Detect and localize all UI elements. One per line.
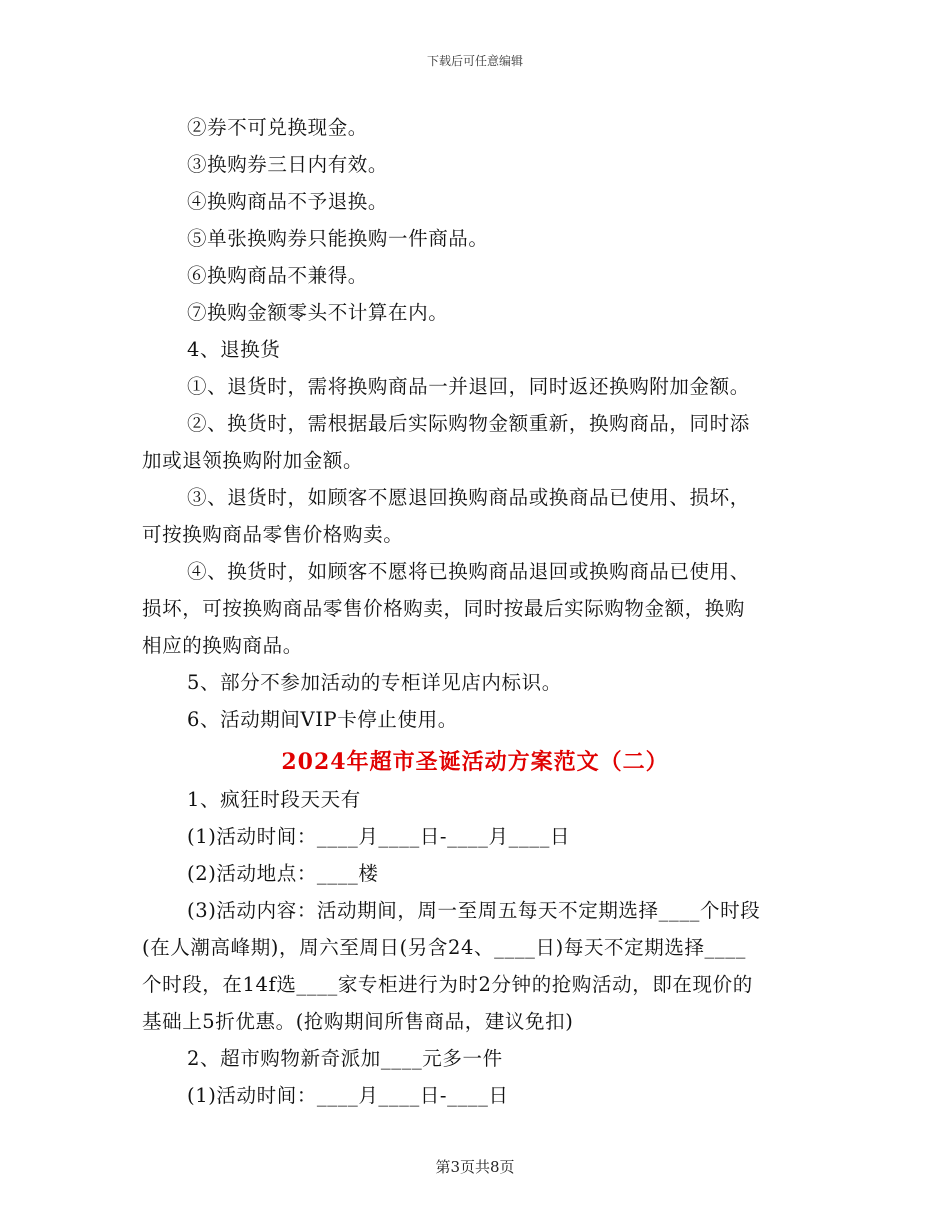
text-line: ⑤单张换购券只能换购一件商品。 [187,227,489,250]
page-footer: 第3页共8页 [435,1158,515,1176]
text-line: ⑥换购商品不兼得。 [187,264,368,287]
text-line: ①、退货时，需将换购商品一并退回，同时返还换购附加金额。 [187,375,750,398]
text-line: 个时段，在14f选____家专柜进行为时2分钟的抢购活动，即在现价的 [142,973,753,996]
text-line: ③、退货时，如顾客不愿退回换购商品或换商品已使用、损坏， [187,486,750,509]
text-line: (3)活动内容：活动期间，周一至周五每天不定期选择____个时段 [187,899,761,922]
section-title: 2024年超市圣诞活动方案范文（二） [281,749,669,775]
subheading: 1、疯狂时段天天有 [187,788,361,811]
text-line: ⑦换购金额零头不计算在内。 [187,301,449,324]
text-line: ②券不可兑换现金。 [187,116,368,139]
text-line: (1)活动时间：____月____日-____日 [187,1084,509,1107]
text-line: 5、部分不参加活动的专柜详见店内标识。 [187,671,562,694]
text-line: ④、换货时，如顾客不愿将已换购商品退回或换购商品已使用、 [187,560,750,583]
subheading: 4、退换货 [187,338,281,361]
text-line: ②、换货时，需根据最后实际购物金额重新，换购商品，同时添 [187,412,750,435]
text-line: 可按换购商品零售价格购卖。 [142,523,404,546]
text-line: ④换购商品不予退换。 [187,190,389,213]
text-line: 相应的换购商品。 [142,634,303,657]
text-line: ③换购券三日内有效。 [187,153,389,176]
text-line: (2)活动地点：____楼 [187,862,379,885]
subheading: 2、超市购物新奇派加____元多一件 [187,1047,503,1070]
text-line: 加或退领换购附加金额。 [142,449,364,472]
text-line: 6、活动期间VIP卡停止使用。 [187,708,458,731]
text-line: (1)活动时间：____月____日-____月____日 [187,825,571,848]
page-header: 下载后可任意编辑 [426,54,523,68]
text-line: 基础上5折优惠。(抢购期间所售商品，建议免扣) [142,1010,574,1033]
text-line: (在人潮高峰期)，周六至周日(另含24、____日)每天不定期选择____ [142,936,746,959]
text-line: 损坏，可按换购商品零售价格购卖，同时按最后实际购物金额，换购 [142,597,746,620]
